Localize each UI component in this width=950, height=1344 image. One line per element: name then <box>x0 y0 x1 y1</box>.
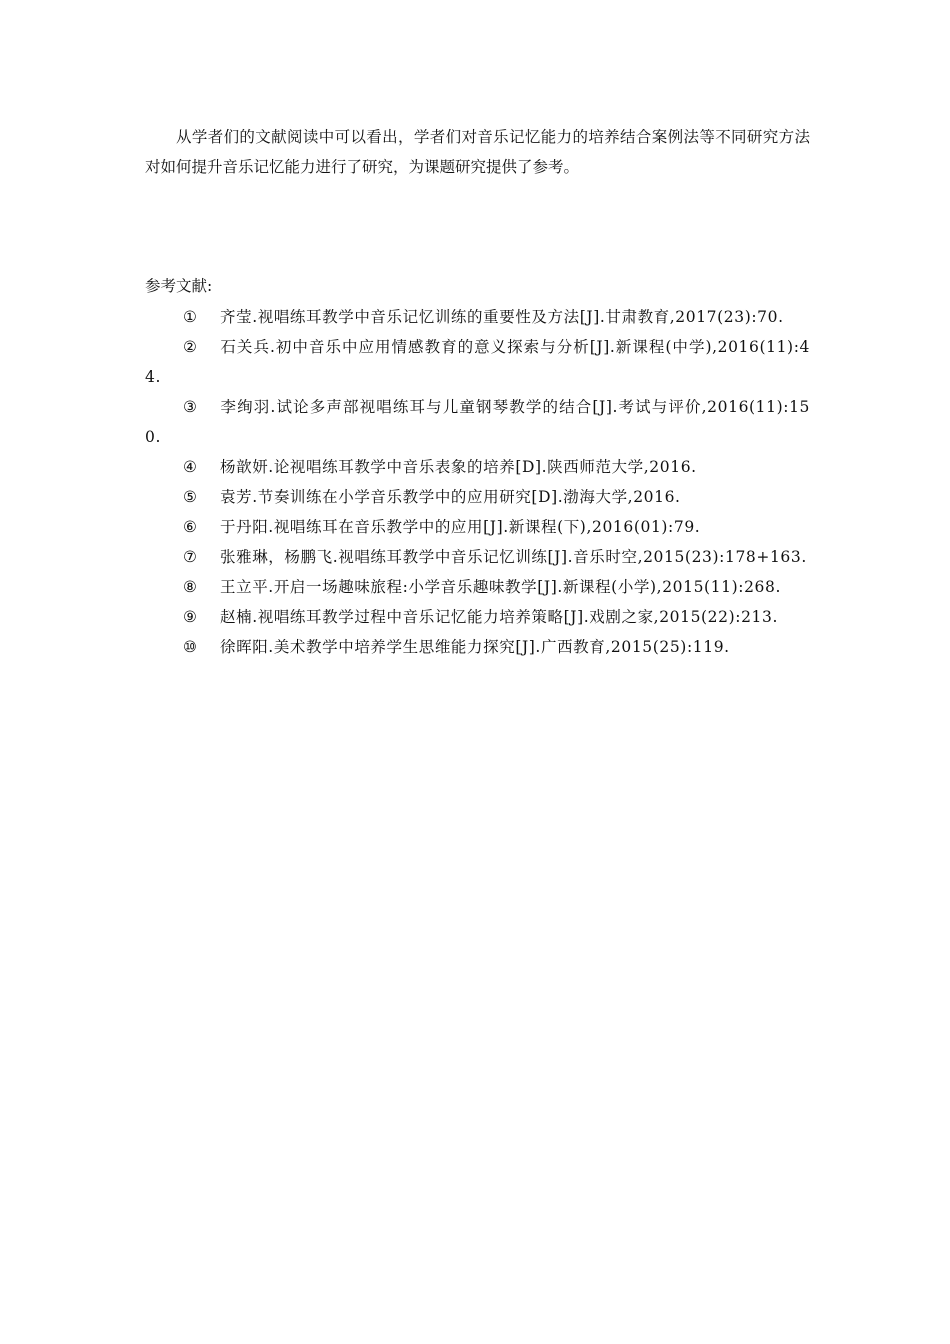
reference-item <box>145 572 810 602</box>
reference-number: ⑥ <box>183 518 198 536</box>
reference-item <box>145 332 810 392</box>
reference-item <box>145 602 810 632</box>
reference-item <box>145 452 810 482</box>
reference-number: ⑩ <box>183 638 198 656</box>
intro-paragraph: 从学者们的文献阅读中可以看出，学者们对音乐记忆能力的培养结合案例法等不同研究方法对如何提升音乐记忆能力进行了研究，为课题研究提供了参考。 <box>145 128 810 176</box>
reference-number: ① <box>183 308 198 326</box>
reference-item <box>145 542 810 572</box>
reference-text: 于丹阳.视唱练耳在音乐教学中的应用[J].新课程(下),2016(01):79. <box>220 518 701 536</box>
reference-text: 赵楠.视唱练耳教学过程中音乐记忆能力培养策略[J].戏剧之家,2015(22):213. <box>220 608 778 626</box>
reference-text: 石关兵.初中音乐中应用情感教育的意义探索与分析[J].新课程(中学),2016(11):44. <box>145 338 810 386</box>
reference-number: ④ <box>183 458 198 476</box>
reference-text: 齐莹.视唱练耳教学中音乐记忆训练的重要性及方法[J].甘肃教育,2017(23):70. <box>220 308 784 326</box>
reference-number: ⑨ <box>183 608 198 626</box>
reference-text: 王立平.开启一场趣味旅程:小学音乐趣味教学[J].新课程(小学),2015(11):268. <box>220 578 782 596</box>
reference-text: 张雅琳，杨鹏飞.视唱练耳教学中音乐记忆训练[J].音乐时空,2015(23):178+163. <box>220 548 807 566</box>
reference-text: 袁芳.节奏训练在小学音乐教学中的应用研究[D].渤海大学,2016. <box>220 488 681 506</box>
reference-number: ⑤ <box>183 488 198 506</box>
references-heading: 参考文献: <box>145 277 213 295</box>
reference-item <box>145 302 810 332</box>
reference-item <box>145 512 810 542</box>
reference-text: 徐晖阳.美术教学中培养学生思维能力探究[J].广西教育,2015(25):119. <box>220 638 730 656</box>
reference-number: ② <box>183 338 198 356</box>
reference-number: ⑧ <box>183 578 198 596</box>
references-list <box>145 302 810 662</box>
reference-text: 李绚羽.试论多声部视唱练耳与儿童钢琴教学的结合[J].考试与评价,2016(11):150. <box>145 398 810 446</box>
reference-number: ③ <box>183 398 198 416</box>
reference-item <box>145 632 810 662</box>
reference-item <box>145 482 810 512</box>
reference-text: 杨歆妍.论视唱练耳教学中音乐表象的培养[D].陕西师范大学,2016. <box>220 458 697 476</box>
reference-number: ⑦ <box>183 548 198 566</box>
reference-item <box>145 392 810 452</box>
